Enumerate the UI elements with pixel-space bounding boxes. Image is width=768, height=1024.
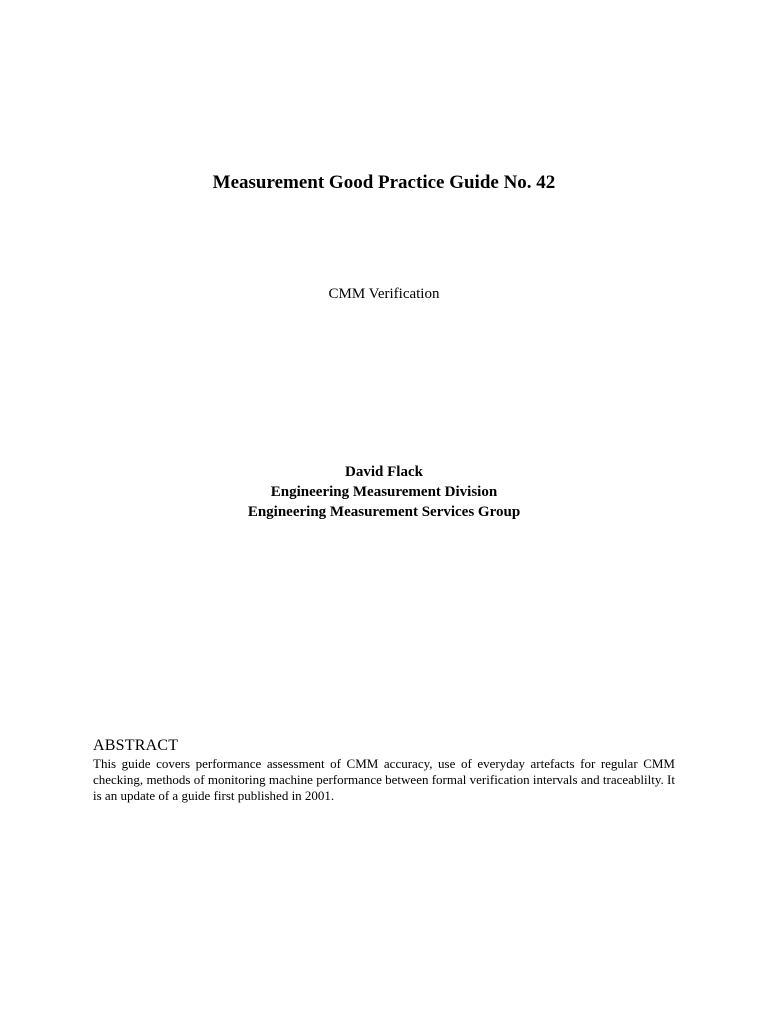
author-group: Engineering Measurement Services Group	[247, 504, 521, 520]
abstract-body: This guide covers performance assessment of CMM accuracy, use of everyday artefacts for regular CMM checking, methods of monitoring machine performance between formal verification intervals and traceablilty. It is an update of a guide first published in 2001.	[93, 756, 675, 803]
abstract-heading: ABSTRACT	[93, 737, 179, 754]
author-division: Engineering Measurement Division	[270, 484, 498, 500]
document-subtitle: CMM Verification	[328, 286, 440, 302]
author-block	[0, 462, 768, 522]
document-title: Measurement Good Practice Guide No. 42	[212, 172, 556, 193]
author-name: David Flack	[345, 464, 423, 480]
abstract-section	[93, 736, 675, 804]
